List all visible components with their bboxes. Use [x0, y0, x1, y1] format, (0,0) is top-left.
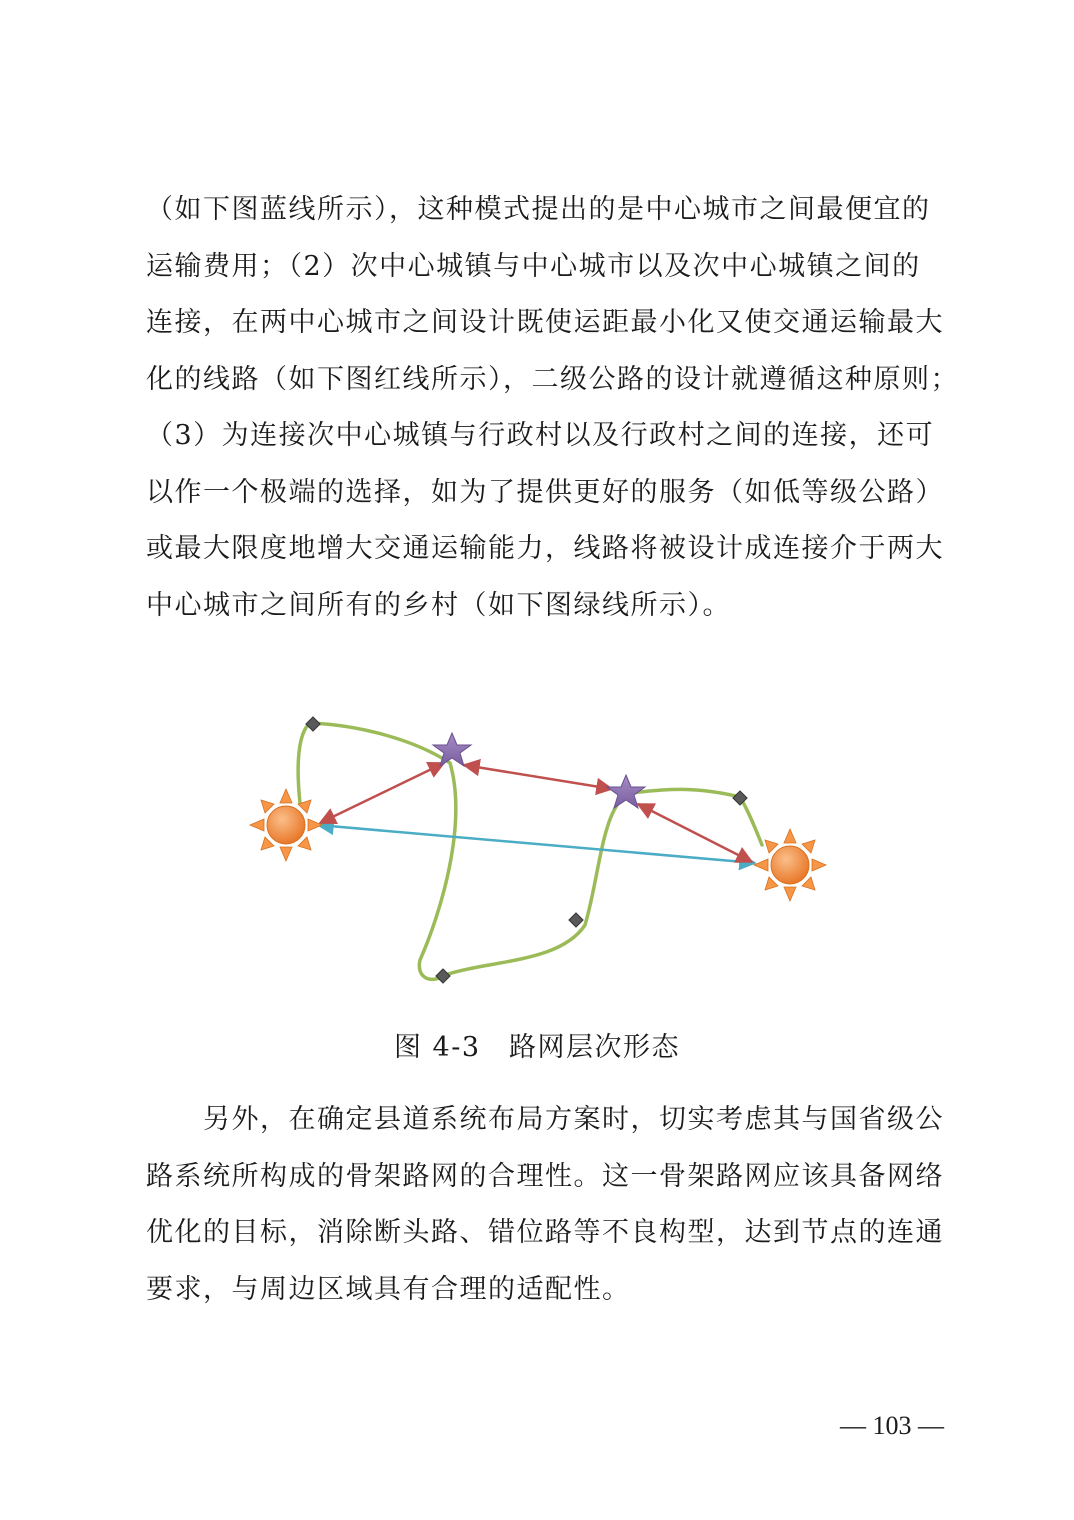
figure-caption: 图 4-3 路网层次形态	[393, 1032, 681, 1063]
paragraph-line: 另外，在确定县道系统布局方案时，切实考虑其与国省级公	[146, 1104, 944, 1135]
road-network-figure	[240, 705, 840, 995]
paragraph-line: 路系统所构成的骨架路网的合理性。这一骨架路网应该具备网络	[146, 1160, 944, 1192]
paragraph-line: 或最大限度地增大交通运输能力，线路将被设计成连接介于两大	[146, 533, 944, 564]
body-paragraph-2	[146, 1092, 946, 1318]
secondary-road-red-line-2	[464, 765, 612, 789]
diamond-icon	[436, 969, 450, 983]
village-road-green-line	[298, 723, 762, 979]
page-number: — 103 —	[840, 1411, 944, 1440]
paragraph-line: 要求，与周边区域具有合理的适配性。	[146, 1273, 631, 1305]
paragraph-line: 连接，在两中心城市之间设计既使运距最小化又使交通运输最大	[146, 307, 944, 338]
sun-icon	[250, 789, 322, 861]
body-paragraph-1	[146, 182, 959, 634]
paragraph-line: 优化的目标，消除断头路、错位路等不良构型，达到节点的连通	[146, 1217, 944, 1248]
paragraph-line: （如下图蓝线所示），这种模式提出的是中心城市之间最便宜的	[146, 194, 931, 225]
diamond-icon	[306, 717, 320, 731]
star-icon	[433, 733, 471, 766]
paragraph-line: 运输费用；（2）次中心城镇与中心城市以及次中心城镇之间的	[146, 250, 921, 282]
star-icon	[607, 775, 645, 808]
paragraph-line: （3）为连接次中心城镇与行政村以及行政村之间的连接，还可	[146, 420, 935, 451]
paragraph-line: 化的线路（如下图红线所示），二级公路的设计就遵循这种原则；	[146, 363, 959, 395]
paragraph-line: 以作一个极端的选择，如为了提供更好的服务（如低等级公路）	[146, 476, 944, 508]
diamond-icon	[569, 913, 583, 927]
paragraph-line: 中心城市之间所有的乡村（如下图绿线所示）。	[146, 589, 731, 621]
sun-icon	[754, 829, 826, 901]
secondary-road-red-line-1	[320, 763, 444, 823]
